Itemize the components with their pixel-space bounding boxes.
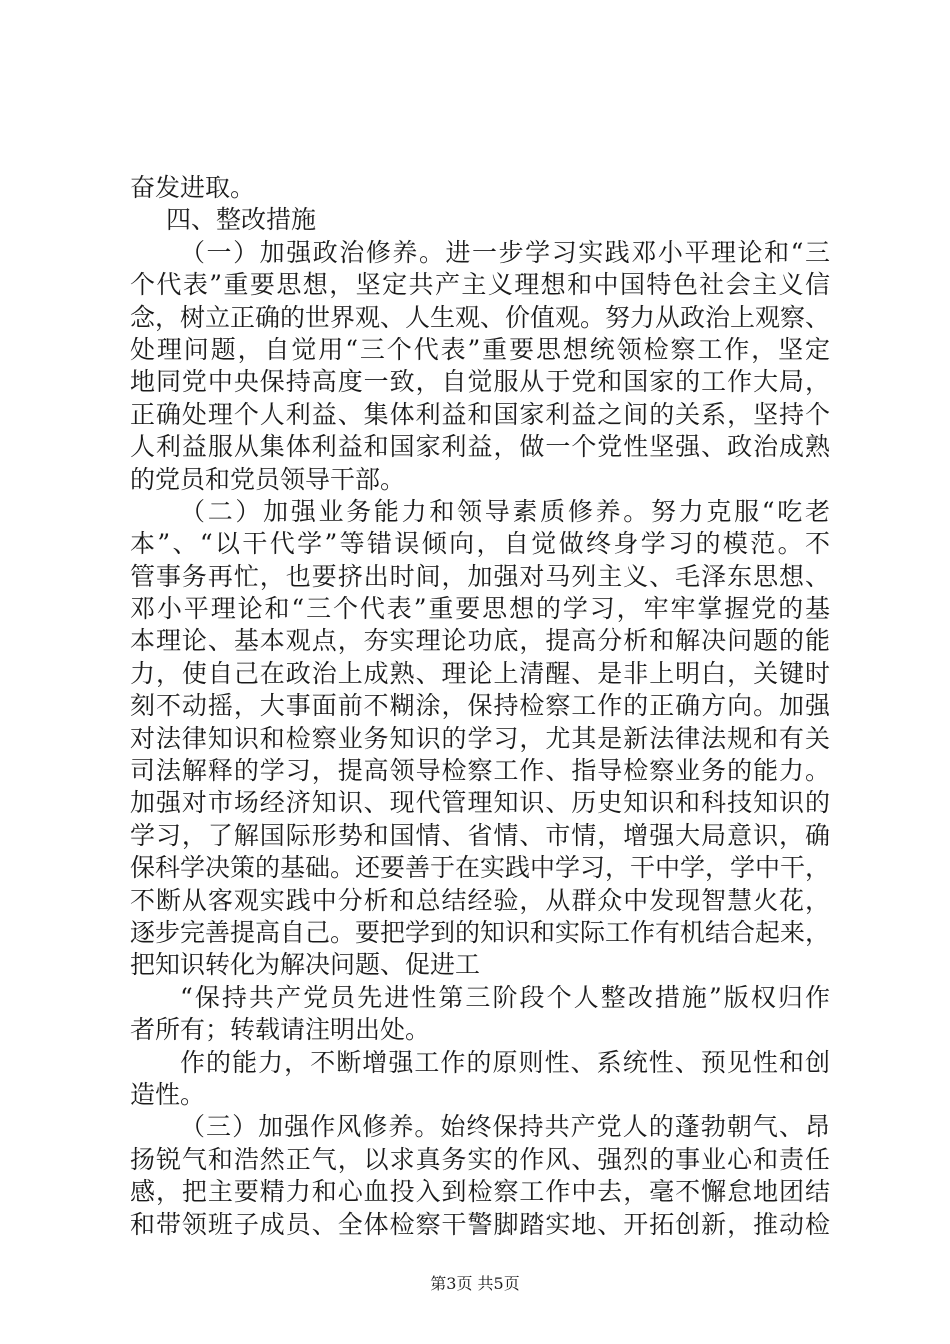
text-line: 本”、“以干代学”等错误倾向，自觉做终身学习的模范。不 (130, 529, 830, 559)
text-line: （一）加强政治修养。进一步学习实践邓小平理论和“三 (180, 237, 830, 267)
text-line: 扬锐气和浩然正气，以求真务实的作风、强烈的事业心和责任 (130, 1144, 830, 1174)
text-line: 的党员和党员领导干部。 (130, 464, 406, 494)
text-line: 加强对市场经济知识、现代管理知识、历史知识和科技知识的 (130, 788, 830, 818)
text-line: 和带领班子成员、全体检察干警脚踏实地、开拓创新，推动检 (130, 1209, 830, 1239)
text-line: 对法律知识和检察业务知识的学习，尤其是新法律法规和有关 (130, 723, 830, 753)
text-line: 地同党中央保持高度一致，自觉服从于党和国家的工作大局， (130, 367, 830, 397)
section-heading: 四、整改措施 (166, 205, 317, 235)
text-line: 管事务再忙，也要挤出时间，加强对马列主义、毛泽东思想、 (130, 561, 830, 591)
text-line: 奋发进取。 (130, 173, 256, 202)
text-line: 正确处理个人利益、集体利益和国家利益之间的关系，坚持个 (130, 399, 830, 429)
text-line: 处理问题，自觉用“三个代表”重要思想统领检察工作，坚定 (130, 334, 830, 364)
text-line: 把知识转化为解决问题、促进工 (130, 950, 481, 980)
text-line: 造性。 (130, 1079, 206, 1109)
text-line: 作的能力，不断增强工作的原则性、系统性、预见性和创 (180, 1047, 830, 1077)
text-line: （三）加强作风修养。始终保持共产党人的蓬勃朝气、昂 (180, 1112, 830, 1142)
text-line: 刻不动摇，大事面前不糊涂，保持检察工作的正确方向。加强 (130, 691, 830, 721)
page-number-footer: 第3页 共5页 (430, 1274, 520, 1293)
text-line: 邓小平理论和“三个代表”重要思想的学习，牢牢掌握党的基 (130, 594, 830, 624)
document-body (130, 172, 830, 1241)
text-line: （二）加强业务能力和领导素质修养。努力克服“吃老 (180, 496, 830, 526)
text-line: 感，把主要精力和心血投入到检察工作中去，毫不懈怠地团结 (130, 1177, 830, 1207)
text-line: 不断从客观实践中分析和总结经验，从群众中发现智慧火花， (130, 885, 830, 915)
text-line: 个代表”重要思想，坚定共产主义理想和中国特色社会主义信 (130, 270, 830, 300)
text-line: 人利益服从集体利益和国家利益，做一个党性坚强、政治成熟 (130, 432, 830, 462)
text-line: 本理论、基本观点，夯实理论功底，提高分析和解决问题的能 (130, 626, 830, 656)
copyright-notice: 者所有；转载请注明出处。 (130, 1015, 431, 1045)
text-line: 逐步完善提高自己。要把学到的知识和实际工作有机结合起来， (130, 917, 831, 947)
text-line: 学习，了解国际形势和国情、省情、市情，增强大局意识，确 (130, 820, 830, 850)
text-line: 念，树立正确的世界观、人生观、价值观。努力从政治上观察、 (130, 302, 831, 332)
copyright-notice: “保持共产党员先进性第三阶段个人整改措施”版权归作 (180, 982, 830, 1012)
text-line: 力，使自己在政治上成熟、理论上清醒、是非上明白，关键时 (130, 658, 830, 688)
text-line: 司法解释的学习，提高领导检察工作、指导检察业务的能力。 (130, 756, 830, 786)
text-line: 保科学决策的基础。还要善于在实践中学习，干中学，学中干， (130, 853, 831, 883)
